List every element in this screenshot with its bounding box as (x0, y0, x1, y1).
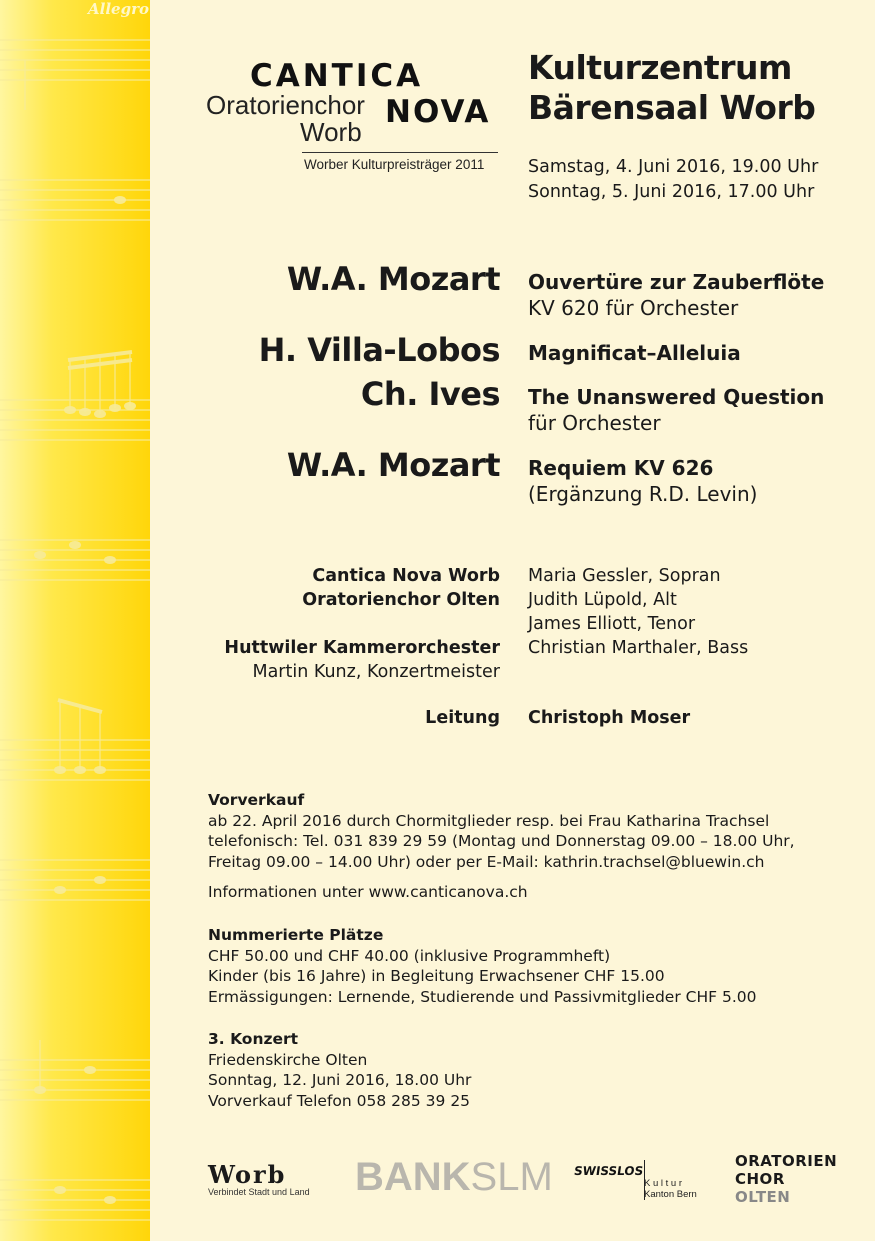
presale-line: Freitag 09.00 – 14.00 Uhr) oder per E-Mail: kathrin.trachsel@bluewin.ch (208, 852, 765, 871)
sponsor-swisslos-logo (573, 1160, 697, 1200)
seats-heading: Nummerierte Plätze (208, 926, 384, 944)
soloist-tenor: James Elliott, Tenor (528, 614, 696, 634)
conductor-label: Leitung (425, 708, 500, 728)
venue-line-1: Kulturzentrum (528, 48, 792, 87)
work-detail: für Orchester (528, 411, 661, 435)
venue-title (528, 48, 868, 128)
ocho-line-1: ORATORIEN (735, 1152, 838, 1170)
work-title: Requiem KV 626 (528, 456, 714, 480)
presale-section (208, 790, 848, 903)
composer-mozart-2: W.A. Mozart (286, 446, 500, 484)
worb-wordmark: Worb (208, 1160, 287, 1189)
logo-oratorienchor: Oratorienchor (206, 90, 365, 120)
kultur-label: K u l t u r (644, 1178, 683, 1189)
work-unanswered-question (528, 384, 868, 436)
venue-line-2: Bärensaal Worb (528, 88, 816, 127)
seats-line: Kinder (bis 16 Jahre) in Begleitung Erwachsener CHF 15.00 (208, 967, 665, 985)
worb-tagline: Verbindet Stadt und Land (208, 1187, 310, 1197)
sheet-music-decoration (0, 0, 150, 1241)
composer-ives: Ch. Ives (360, 375, 500, 413)
sponsor-worb-logo (208, 1160, 310, 1197)
third-line: Vorverkauf Telefon 058 285 39 25 (208, 1091, 471, 1110)
presale-line: ab 22. April 2016 durch Chormitglieder resp. bei Frau Katharina Trachsel (208, 811, 770, 830)
sponsor-oratorienchor-olten-logo (735, 1152, 837, 1206)
kultur-kanton-bern (644, 1178, 697, 1200)
choir-2: Oratorienchor Olten (302, 590, 500, 610)
composer-villa-lobos: H. Villa-Lobos (258, 331, 500, 369)
swisslos-wordmark: SWISSLOS (573, 1164, 645, 1178)
logo-divider (302, 152, 498, 153)
seats-line: Ermässigungen: Lernende, Studierende und Passivmitglieder CHF 5.00 (208, 987, 757, 1006)
concertmaster: Martin Kunz, Konzertmeister (252, 662, 500, 682)
ensembles (224, 564, 500, 684)
third-concert-section (208, 1029, 848, 1111)
info-website: Informationen unter www.canticanova.ch (208, 883, 528, 901)
work-magnificat (528, 340, 868, 366)
work-title: Ouvertüre zur Zauberflöte (528, 270, 825, 294)
date-1: Samstag, 4. Juni 2016, 19.00 Uhr (528, 157, 819, 177)
soloist-alto: Judith Lüpold, Alt (528, 590, 677, 610)
tempo-marking: Allegro (88, 0, 149, 18)
orchestra: Huttwiler Kammerorchester (224, 638, 500, 658)
presale-heading: Vorverkauf (208, 791, 305, 809)
soloists (528, 564, 748, 660)
kanton-bern-label: Kanton Bern (644, 1189, 697, 1200)
concert-dates (528, 155, 868, 205)
soloist-bass: Christian Marthaler, Bass (528, 638, 749, 658)
logo-award: Worber Kulturpreisträger 2011 (304, 157, 485, 172)
logo-worb: Worb (300, 117, 362, 147)
music-score-stripe (0, 0, 150, 1241)
work-zauberfloete (528, 269, 868, 321)
third-heading: 3. Konzert (208, 1030, 299, 1048)
work-title: Magnificat–Alleluia (528, 341, 741, 365)
conductor-name: Christoph Moser (528, 708, 691, 728)
ocho-line-3: OLTEN (735, 1188, 791, 1206)
work-detail: KV 620 für Orchester (528, 296, 739, 320)
logo-nova: NOVA (385, 94, 491, 130)
bank-part: BANK (355, 1155, 471, 1199)
soloist-soprano: Maria Gessler, Sopran (528, 566, 721, 586)
ocho-line-2: CHOR (735, 1170, 785, 1188)
date-2: Sonntag, 5. Juni 2016, 17.00 Uhr (528, 182, 815, 202)
work-title: The Unanswered Question (528, 385, 825, 409)
seats-line: CHF 50.00 und CHF 40.00 (inklusive Programmheft) (208, 946, 611, 965)
presale-line: telefonisch: Tel. 031 839 29 59 (Montag und Donnerstag 09.00 – 18.00 Uhr, (208, 832, 795, 850)
sponsor-bank-slm-logo (355, 1155, 553, 1200)
work-detail: (Ergänzung R.D. Levin) (528, 482, 758, 506)
slm-part: SLM (470, 1155, 553, 1199)
third-line: Friedenskirche Olten (208, 1050, 368, 1069)
third-line: Sonntag, 12. Juni 2016, 18.00 Uhr (208, 1071, 472, 1089)
logo-cantica: CANTICA (250, 58, 424, 94)
choir-1: Cantica Nova Worb (312, 566, 500, 586)
seats-section (208, 925, 848, 1007)
work-requiem (528, 455, 868, 507)
composer-mozart-1: W.A. Mozart (286, 260, 500, 298)
